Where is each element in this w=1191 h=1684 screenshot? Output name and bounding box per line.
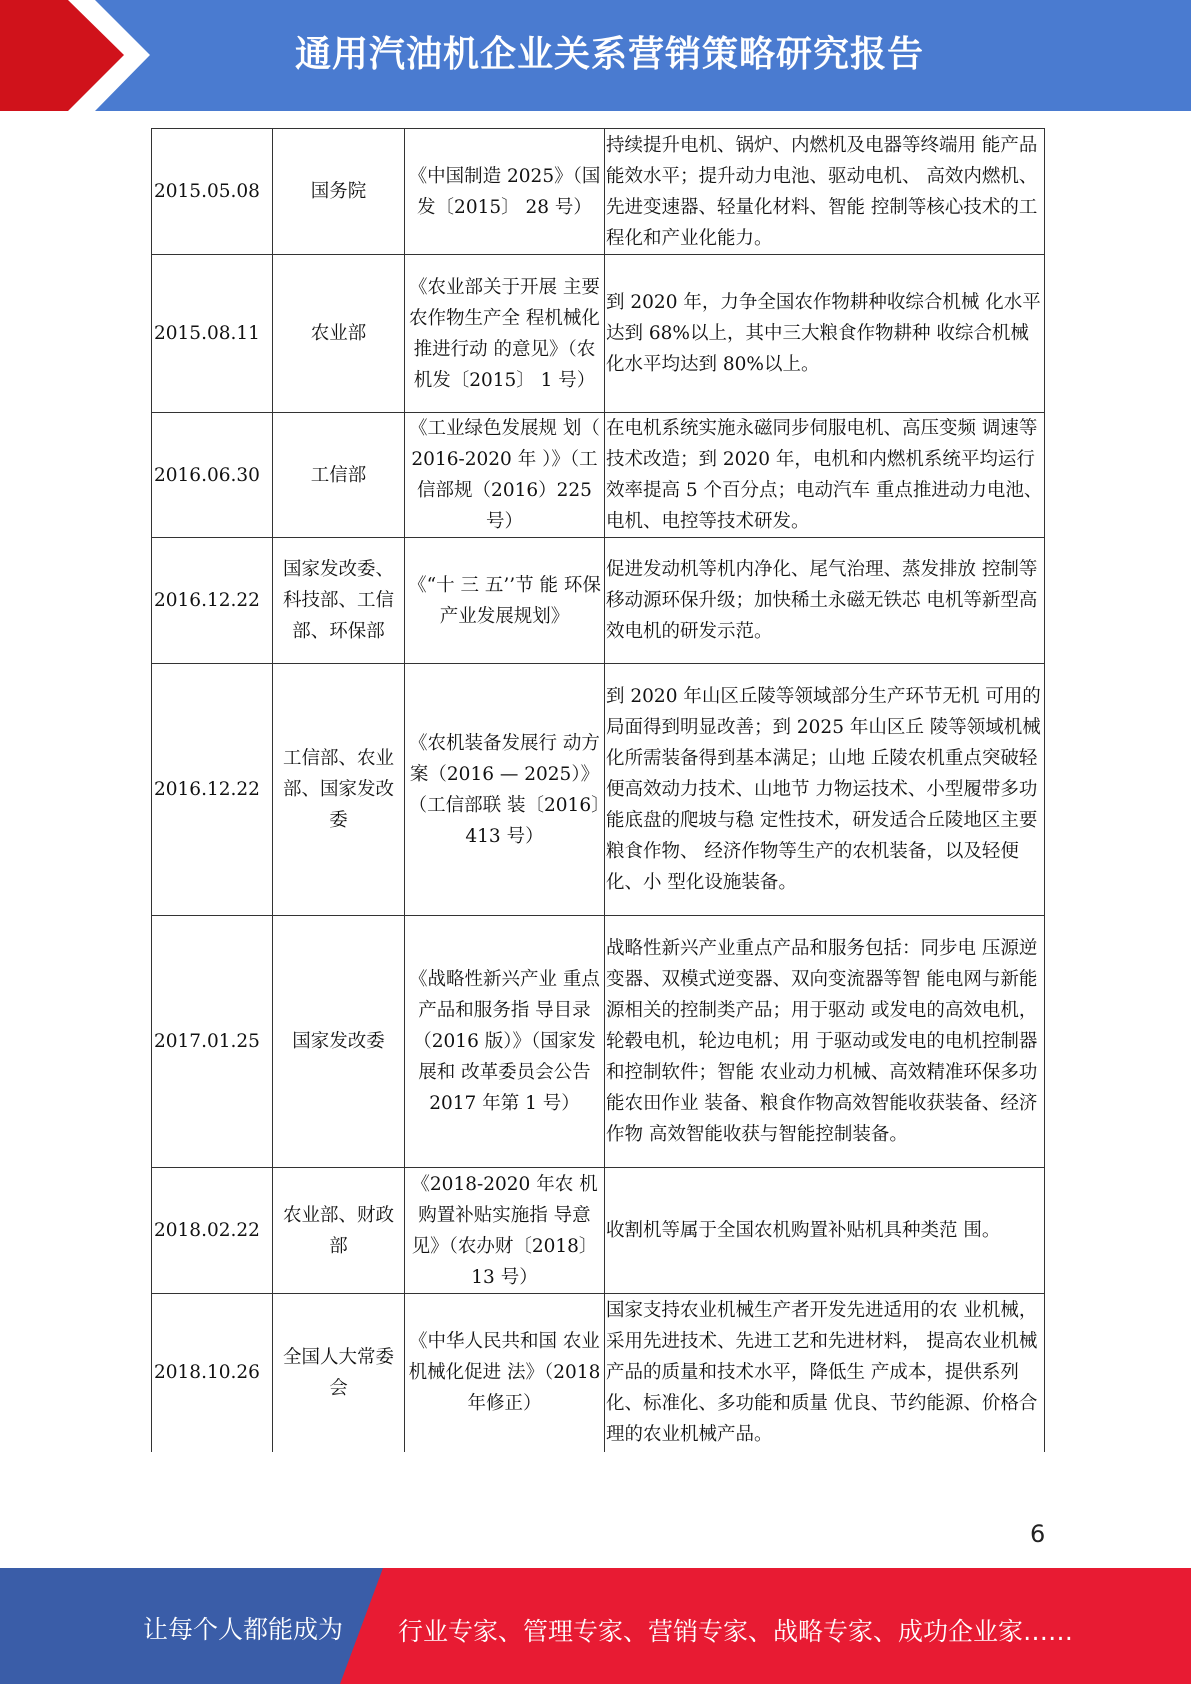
- description-cell: 国家支持农业机械生产者开发先进适用的农 业机械，采用先进技术、先进工艺和先进材料， 提高农业机械产品的质量和技术水平，降低生 产成本，提供系列化、标准化、多功能和质量 优良、节约能源、价格合理的农业机械产品。: [605, 1294, 1045, 1452]
- page-number: 6: [1030, 1520, 1046, 1548]
- document-cell: 《中华人民共和国 农业机械化促进 法》（2018 年修正）: [405, 1294, 605, 1452]
- department-cell: 工信部、农业部、国家发改委: [273, 664, 405, 916]
- date-cell: 2015.08.11: [152, 255, 273, 413]
- header-arrow-decoration: [0, 0, 150, 111]
- department-cell: 农业部: [273, 255, 405, 413]
- description-cell: 收割机等属于全国农机购置补贴机具种类范 围。: [605, 1168, 1045, 1294]
- department-cell: 农业部、财政部: [273, 1168, 405, 1294]
- table-row: [152, 1294, 1045, 1452]
- date-cell: 2018.10.26: [152, 1294, 273, 1452]
- table-row: [152, 916, 1045, 1168]
- document-cell: 《农业部关于开展 主要农作物生产全 程机械化推进行动 的意见》（农机发〔2015〕 1 号）: [405, 255, 605, 413]
- department-cell: 工信部: [273, 413, 405, 538]
- document-cell: 《农机装备发展行 动方案（2016 — 2025）》（工信部联 装〔2016〕413 号）: [405, 664, 605, 916]
- date-cell: 2016.12.22: [152, 664, 273, 916]
- policy-table: [151, 128, 1045, 1452]
- department-cell: 国务院: [273, 129, 405, 255]
- description-cell: 在电机系统实施永磁同步伺服电机、高压变频 调速等技术改造；到 2020 年，电机和内燃机系统平均运行效率提高 5 个百分点；电动汽车 重点推进动力电池、电机、电控等技术研发。: [605, 413, 1045, 538]
- description-cell: 促进发动机等机内净化、尾气治理、蒸发排放 控制等移动源环保升级；加快稀土永磁无铁芯 电机等新型高效电机的研发示范。: [605, 538, 1045, 664]
- document-cell: 《“十 三 五’’节 能 环保产业发展规划》: [405, 538, 605, 664]
- footer-slogan-left: 让每个人都能成为: [143, 1615, 344, 1644]
- department-cell: 国家发改委、科技部、工信部、环保部: [273, 538, 405, 664]
- page-header: [0, 0, 1191, 111]
- footer-slogan-right: 行业专家、管理专家、营销专家、战略专家、成功企业家……: [398, 1617, 1074, 1646]
- date-cell: 2016.12.22: [152, 538, 273, 664]
- description-cell: 到 2020 年山区丘陵等领域部分生产环节无机 可用的局面得到明显改善；到 2025 年山区丘 陵等领域机械化所需装备得到基本满足；山地 丘陵农机重点突破轻便高效动力技术、山地节 力物运技术、小型履带多功能底盘的爬坡与稳 定性技术，研发适合丘陵地区主要粮食作物、 经济作物等生产的农机装备，以及轻便化、小 型化设施装备。: [605, 664, 1045, 916]
- description-cell: 持续提升电机、锅炉、内燃机及电器等终端用 能产品能效水平；提升动力电池、驱动电机、 高效内燃机、先进变速器、轻量化材料、智能 控制等核心技术的工程化和产业化能力。: [605, 129, 1045, 255]
- document-cell: 《2018-2020 年农 机购置补贴实施指 导意见》（农办财〔2018〕 13 号）: [405, 1168, 605, 1294]
- date-cell: 2016.06.30: [152, 413, 273, 538]
- date-cell: 2017.01.25: [152, 916, 273, 1168]
- document-cell: 《工业绿色发展规 划（ 2016-2020 年 ）》（工信部规（2016）225 号）: [405, 413, 605, 538]
- table-row: [152, 1168, 1045, 1294]
- department-cell: 全国人大常委会: [273, 1294, 405, 1452]
- table-row: [152, 129, 1045, 255]
- table-row: [152, 413, 1045, 538]
- table-row: [152, 255, 1045, 413]
- description-cell: 战略性新兴产业重点产品和服务包括：同步电 压源逆变器、双模式逆变器、双向变流器等智 能电网与新能源相关的控制类产品；用于驱动 或发电的高效电机，轮毂电机，轮边电机；用 于驱动或发电的电机控制器和控制软件；智能 农业动力机械、高效精准环保多功能农田作业 装备、粮食作物高效智能收获装备、经济作物 高效智能收获与智能控制装备。: [605, 916, 1045, 1168]
- department-cell: 国家发改委: [273, 916, 405, 1168]
- date-cell: 2015.05.08: [152, 129, 273, 255]
- table-row: [152, 538, 1045, 664]
- document-cell: 《中国制造 2025》（国发〔2015〕 28 号）: [405, 129, 605, 255]
- report-title: 通用汽油机企业关系营销策略研究报告: [295, 34, 925, 75]
- date-cell: 2018.02.22: [152, 1168, 273, 1294]
- description-cell: 到 2020 年，力争全国农作物耕种收综合机械 化水平达到 68%以上，其中三大粮食作物耕种 收综合机械化水平均达到 80%以上。: [605, 255, 1045, 413]
- table-row: [152, 664, 1045, 916]
- document-cell: 《战略性新兴产业 重点产品和服务指 导目录（2016 版）》（国家发展和 改革委员会公告 2017 年第 1 号）: [405, 916, 605, 1168]
